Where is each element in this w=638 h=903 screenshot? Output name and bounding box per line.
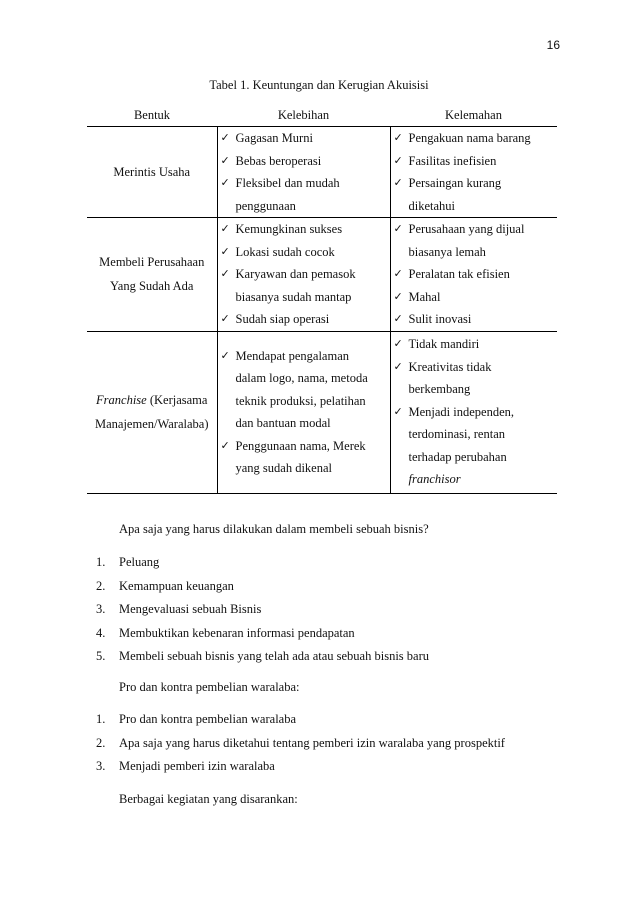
- list-item: ✓ Fasilitas inefisien: [391, 150, 531, 173]
- check-icon: ✓: [220, 222, 230, 235]
- kelemahan-cell: [390, 331, 557, 493]
- list-item: 2. Apa saja yang harus diketahui tentang pemberi izin waralaba yang prospektif: [96, 735, 505, 750]
- page-number: 16: [546, 38, 560, 52]
- bentuk-cell: [87, 218, 217, 332]
- list-item: 3. Mengevaluasi sebuah Bisnis: [96, 602, 262, 616]
- list-item: ✓ Bebas beroperasi: [218, 150, 358, 173]
- bentuk-cell: [87, 331, 217, 493]
- table-row: [87, 331, 557, 493]
- check-icon: ✓: [393, 222, 403, 235]
- check-icon: ✓: [393, 131, 403, 144]
- list-item: 5. Membeli sebuah bisnis yang telah ada atau sebuah bisnis baru: [96, 649, 429, 663]
- list-item: 3. Menjadi pemberi izin waralaba: [96, 759, 275, 773]
- list-item: ✓ Pengakuan nama barang: [391, 127, 531, 150]
- table-row: [87, 127, 557, 218]
- kelemahan-cell: [390, 218, 557, 332]
- list-item: ✓ Kemungkinan sukses: [218, 218, 368, 241]
- check-icon: ✓: [220, 153, 230, 167]
- bentuk-label: Franchise (Kerjasama: [96, 393, 208, 407]
- list-item: ✓ Tidak mandiri: [391, 333, 531, 356]
- check-icon: ✓: [393, 153, 403, 167]
- check-icon: ✓: [393, 404, 403, 418]
- header-kelebihan: Kelebihan: [217, 104, 390, 127]
- check-icon: ✓: [220, 267, 230, 280]
- comparison-table: [87, 104, 557, 494]
- check-icon: ✓: [393, 337, 403, 351]
- section-heading: Berbagai kegiatan yang disarankan:: [119, 792, 298, 806]
- table-header-row: [87, 104, 557, 127]
- bentuk-cell: [87, 127, 217, 218]
- list-item: ✓ Persaingan kurang diketahui: [391, 172, 531, 217]
- list-item: ✓ Mendapat pengalaman dalam logo, nama, metoda teknik produksi, pelatihan dan bantuan modal: [218, 345, 380, 435]
- kelebihan-cell: [217, 127, 390, 218]
- list-item: ✓ Perusahaan yang dijual biasanya lemah: [391, 218, 541, 263]
- list-item: ✓ Gagasan Murni: [218, 127, 358, 150]
- bentuk-label: Merintis Usaha: [113, 165, 191, 179]
- check-icon: ✓: [393, 359, 403, 373]
- check-icon: ✓: [220, 131, 230, 144]
- numbered-list: [96, 551, 429, 669]
- list-item: ✓ Menjadi independen, terdominasi, rentan terhadap perubahan franchisor: [391, 401, 531, 491]
- list-item: ✓ Kreativitas tidak berkembang: [391, 356, 531, 401]
- list-item: 1. Peluang: [96, 555, 160, 569]
- franchisor-term: franchisor: [408, 472, 461, 487]
- kelemahan-cell: [390, 127, 557, 218]
- bentuk-label: Membeli Perusahaan: [99, 255, 205, 270]
- kelebihan-cell: [217, 218, 390, 332]
- list-item: ✓ Mahal: [391, 286, 541, 309]
- list-item: ✓ Karyawan dan pemasok biasanya sudah mantap: [218, 263, 368, 308]
- list-item: ✓ Sudah siap operasi: [218, 308, 368, 331]
- section-heading: Pro dan kontra pembelian waralaba:: [119, 680, 300, 694]
- list-item: 1. Pro dan kontra pembelian waralaba: [96, 712, 297, 726]
- check-icon: ✓: [220, 438, 230, 452]
- list-item: ✓ Peralatan tak efisien: [391, 263, 541, 286]
- check-icon: ✓: [220, 244, 230, 258]
- bentuk-label: Manajemen/Waralaba): [94, 417, 209, 431]
- franchise-term: Franchise: [96, 393, 147, 407]
- header-kelemahan: Kelemahan: [390, 104, 557, 127]
- check-icon: ✓: [220, 176, 230, 189]
- check-icon: ✓: [220, 348, 230, 362]
- list-item: ✓ Penggunaan nama, Merek yang sudah dikenal: [218, 435, 380, 480]
- check-icon: ✓: [220, 312, 230, 325]
- section-heading: Apa saja yang harus dilakukan dalam membeli sebuah bisnis?: [119, 522, 429, 536]
- check-icon: ✓: [393, 267, 403, 280]
- bentuk-label: Yang Sudah Ada: [110, 279, 194, 294]
- header-bentuk: Bentuk: [87, 104, 217, 127]
- table-caption: Tabel 1. Keuntungan dan Kerugian Akuisisi: [209, 78, 429, 92]
- kelebihan-cell: [217, 331, 390, 493]
- list-item: 2. Kemampuan keuangan: [96, 578, 234, 593]
- list-item: ✓ Lokasi sudah cocok: [218, 241, 368, 264]
- table-row: [87, 218, 557, 332]
- check-icon: ✓: [393, 312, 403, 325]
- check-icon: ✓: [393, 289, 403, 303]
- check-icon: ✓: [393, 176, 403, 189]
- list-item: ✓ Fleksibel dan mudah penggunaan: [218, 172, 358, 217]
- list-item: ✓ Sulit inovasi: [391, 308, 541, 331]
- numbered-list: [96, 708, 505, 779]
- list-item: 4. Membuktikan kebenaran informasi pendapatan: [96, 625, 355, 640]
